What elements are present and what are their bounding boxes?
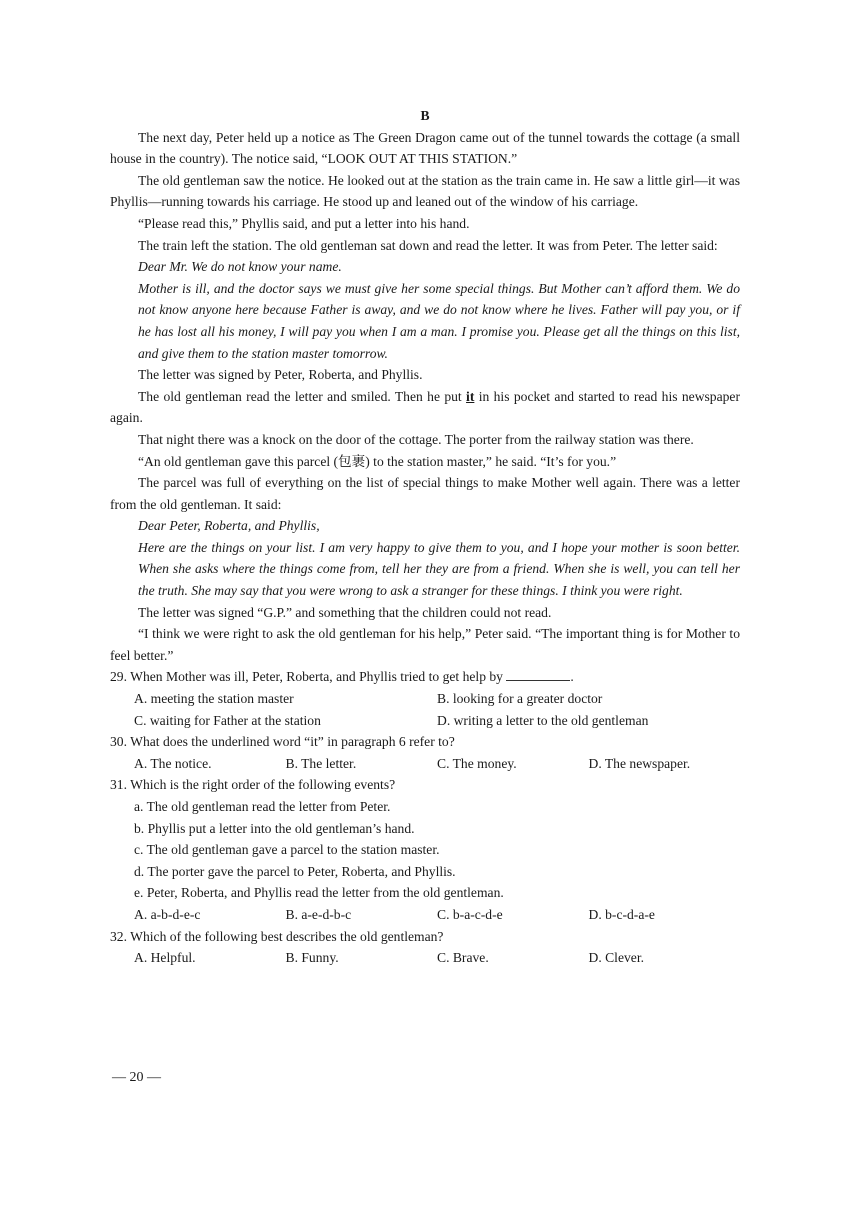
- passage-paragraph: That night there was a knock on the door of the cottage. The porter from the railway station was there.: [138, 431, 694, 447]
- passage-part-1: [110, 127, 740, 429]
- options: [110, 904, 740, 926]
- question-stem-text: 29. When Mother was ill, Peter, Roberta, and Phyllis tried to get help by: [110, 669, 503, 685]
- passage-paragraph-6: [110, 386, 740, 429]
- option-b[interactable]: B. Funny.: [285, 950, 339, 966]
- passage-paragraph: The letter was signed by Peter, Roberta, and Phyllis.: [138, 367, 423, 383]
- letter-body: Mother is ill, and the doctor says we must give her some special things. But Mother can’t afford them. We do not know anyone here because Father is away, and we do not know where he lives. Father will pay you, or if he has lost all his money, I will pay you when I am a man. I promise you. Please get all the things on this list, and give them to the station master tomorrow.: [138, 280, 740, 361]
- option-c[interactable]: C. waiting for Father at the station: [134, 712, 321, 728]
- question-stem: 32. Which of the following best describes the old gentleman?: [110, 928, 444, 944]
- option-b[interactable]: B. The letter.: [285, 755, 357, 771]
- option-d[interactable]: D. The newspaper.: [588, 755, 691, 771]
- question-stem: [110, 666, 740, 688]
- option-a[interactable]: A. Helpful.: [134, 950, 196, 966]
- letter-greeting: Dear Peter, Roberta, and Phyllis,: [138, 518, 320, 534]
- question-stem: 31. Which is the right order of the following events?: [110, 777, 396, 793]
- option-a[interactable]: A. meeting the station master: [134, 691, 294, 707]
- section-title: B: [420, 108, 430, 123]
- answer-blank: [506, 666, 570, 681]
- underlined-word: it: [466, 388, 475, 404]
- option-c[interactable]: C. Brave.: [437, 950, 489, 966]
- option-b[interactable]: B. a-e-d-b-c: [285, 906, 352, 922]
- exam-page: [110, 105, 740, 969]
- passage-paragraph: The old gentleman saw the notice. He looked out at the station as the train came in. He saw a little girl—it was Phyllis—running towards his carriage. He stood up and leaned out of the window of his carriage.: [110, 172, 740, 210]
- options: [110, 947, 740, 969]
- passage-paragraph: The train left the station. The old gentleman sat down and read the letter. It was from Peter. The letter said:: [138, 237, 718, 253]
- para6-text-after: in his pocket and started to read his newspaper again.: [110, 388, 740, 426]
- passage-paragraph: “I think we were right to ask the old gentleman for his help,” Peter said. “The important thing is for Mother to feel better.”: [110, 626, 740, 663]
- option-c[interactable]: C. b-a-c-d-e: [437, 906, 503, 922]
- event-item: e. Peter, Roberta, and Phyllis read the letter from the old gentleman.: [134, 885, 504, 901]
- event-item: a. The old gentleman read the letter from Peter.: [134, 799, 391, 814]
- option-d[interactable]: D. Clever.: [588, 950, 644, 966]
- option-d[interactable]: D. b-c-d-a-e: [588, 906, 655, 922]
- passage-paragraph: The letter was signed “G.P.” and something that the children could not read.: [138, 604, 552, 620]
- options: [110, 753, 740, 775]
- option-a[interactable]: A. a-b-d-e-c: [134, 906, 201, 922]
- passage-paragraph: “An old gentleman gave this parcel (包裹) to the station master,” he said. “It’s for you.”: [138, 453, 617, 469]
- passage-paragraph: “Please read this,” Phyllis said, and put a letter into his hand.: [138, 215, 470, 231]
- question-stem: 30. What does the underlined word “it” in paragraph 6 refer to?: [110, 734, 455, 750]
- option-a[interactable]: A. The notice.: [134, 755, 212, 771]
- question-29: [110, 666, 740, 731]
- para6-text-before: The old gentleman read the letter and smiled. Then he put: [138, 388, 467, 404]
- letter-body: Here are the things on your list. I am very happy to give them to you, and I hope your mother is soon better. When she asks where the things come from, tell her they are from a friend. When she is well, you can tell her the truth. She may say that you were wrong to ask a stranger for these things. I think you were right.: [138, 539, 740, 599]
- option-c[interactable]: C. The money.: [437, 755, 517, 771]
- event-item: d. The porter gave the parcel to Peter, Roberta, and Phyllis.: [134, 863, 456, 879]
- letter-greeting: Dear Mr. We do not know your name.: [138, 259, 342, 275]
- event-item: b. Phyllis put a letter into the old gentleman’s hand.: [134, 820, 415, 836]
- question-31: [110, 774, 740, 925]
- page-number: — 20 —: [112, 1070, 161, 1085]
- question-32: [110, 926, 740, 969]
- event-item: c. The old gentleman gave a parcel to the station master.: [134, 842, 440, 858]
- question-stem-end: .: [570, 669, 574, 685]
- passage-part-2: [110, 429, 740, 667]
- option-b[interactable]: B. looking for a greater doctor: [437, 691, 603, 707]
- option-d[interactable]: D. writing a letter to the old gentleman: [437, 712, 649, 728]
- question-30: [110, 731, 740, 774]
- passage-paragraph: The next day, Peter held up a notice as The Green Dragon came out of the tunnel towards the cottage (a small house in the country). The notice said, “LOOK OUT AT THIS STATION.”: [110, 129, 740, 167]
- passage-paragraph: The parcel was full of everything on the list of special things to make Mother well again. There was a letter from the old gentleman. It said:: [110, 475, 740, 512]
- options: [110, 688, 740, 731]
